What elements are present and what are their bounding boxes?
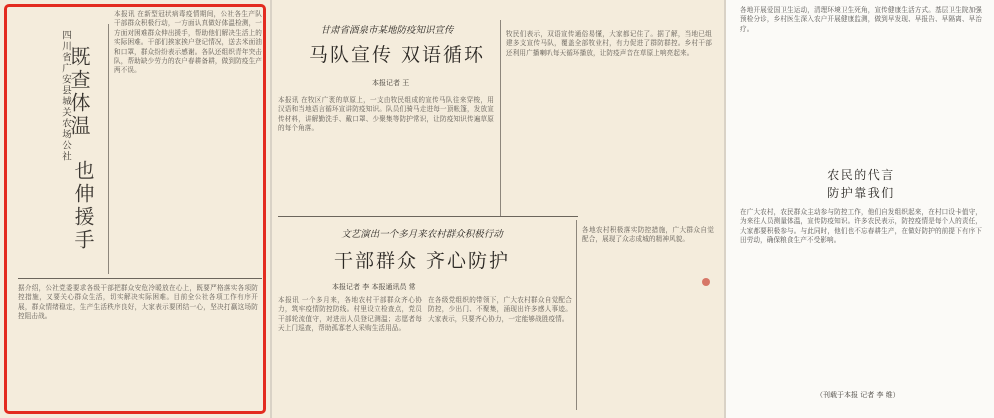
mid-article-2-side-note: 各地农村积极落实防控措施，广大群众自觉配合，展现了众志成城的精神风貌。 <box>582 226 714 244</box>
right-column-body: 在广大农村，农民群众主动参与防控工作，他们自发组织起来，在村口设卡值守，为来往人员测量体温，宣传防疫知识。许多农民表示，防控疫情是每个人的责任，大家都要积极参与。与此同时，他们也不忘春耕生产，在做好防护的前提下有序下田劳动，确保粮食生产不受影响。 <box>740 208 982 245</box>
mid-article-2-body-left: 本报讯 一个多月来，各地农村干部群众齐心协力，筑牢疫情防控防线。村里设立检查点，党员干部轮流值守，对进出人员登记测温；志愿者每天上门巡查，帮助孤寡老人采购生活用品。 <box>278 296 422 333</box>
right-column-footer: （刊载于本报 记者 李 维） <box>816 391 900 399</box>
mid-article-1-body-right: 牧民们表示，双语宣传通俗易懂，大家都记住了。据了解，当地已组建多支宣传马队，覆盖全部牧业村，有力促进了群防群控。乡村干部还利用广播喇叭每天循环播放，让防疫声音在草原上响亮起来。 <box>506 30 712 57</box>
mid-column-rule-2 <box>576 220 577 410</box>
mid-article-1-byline: 本报记者 王 <box>372 79 410 87</box>
red-highlight-frame <box>4 4 266 414</box>
mid-article-2-body-right: 在各级党组织的带领下，广大农村群众自觉配合防控，少出门、不聚集，涌现出许多感人事迹。大家表示，只要齐心协力，一定能够战胜疫情。 <box>428 296 572 323</box>
mid-column-rule-1 <box>500 20 501 216</box>
left-article-headline-2: 也伸援手 <box>71 160 95 252</box>
mid-article-1-body-left: 本报讯 在牧区广袤的草原上，一支由牧民组成的宣传马队往来穿梭，用汉语和当地语言循环宣讲防疫知识。队员们骑马走进每一顶帐篷，发放宣传材料，讲解勤洗手、戴口罩、少聚集等防护常识，让防疫知识传遍草原的每个角落。 <box>278 96 494 133</box>
mid-article-2-kicker: 文艺演出一个多月来农村群众积极行动 <box>341 229 503 240</box>
mid-article-divider <box>278 216 578 217</box>
mid-article-1-kicker: 甘肃省酒泉市某地防疫知识宣传 <box>320 25 454 36</box>
middle-articles-clipping <box>272 0 724 418</box>
right-column-headline-2: 防护靠我们 <box>827 186 895 200</box>
right-article-clipping <box>726 0 994 418</box>
mid-article-2-byline: 本报记者 李 本报通讯员 常 <box>332 283 416 291</box>
left-article-kicker: 四川省广安县城关农场公社 <box>60 30 71 162</box>
left-article-body-right: 本报讯 在新型冠状病毒疫情期间，公社各生产队干部群众积极行动，一方面认真做好体温检测，一方面对困难群众伸出援手，帮助他们解决生活上的实际困难。干部们挨家挨户登记情况，送去米面油和口罩，群众纷纷表示感谢。各队还组织青年突击队，帮助缺少劳力的农户春耕备耕，做到防疫生产两不误。 <box>114 10 262 75</box>
right-column-top-text: 各地开展爱国卫生运动，清理环境卫生死角，宣传健康生活方式。基层卫生院加强预检分诊，乡村医生深入农户开展健康监测，做到早发现、早报告、早隔离、早治疗。 <box>740 6 982 33</box>
right-column-headline-1: 农民的代言 <box>827 168 895 182</box>
left-article-headline-1: 既查体温 <box>67 46 91 138</box>
left-article-body-bottom: 据介绍，公社党委要求各级干部把群众安危冷暖放在心上，既要严格落实各项防控措施，又要关心群众生活，切实解决实际困难。目前全公社各项工作有序开展，群众情绪稳定，生产生活秩序良好，大家表示要团结一心，坚决打赢这场防控阻击战。 <box>18 284 258 321</box>
mid-article-2-headline: 干部群众 齐心防护 <box>333 250 511 272</box>
mid-article-1-headline: 马队宣传 双语循环 <box>308 44 486 66</box>
